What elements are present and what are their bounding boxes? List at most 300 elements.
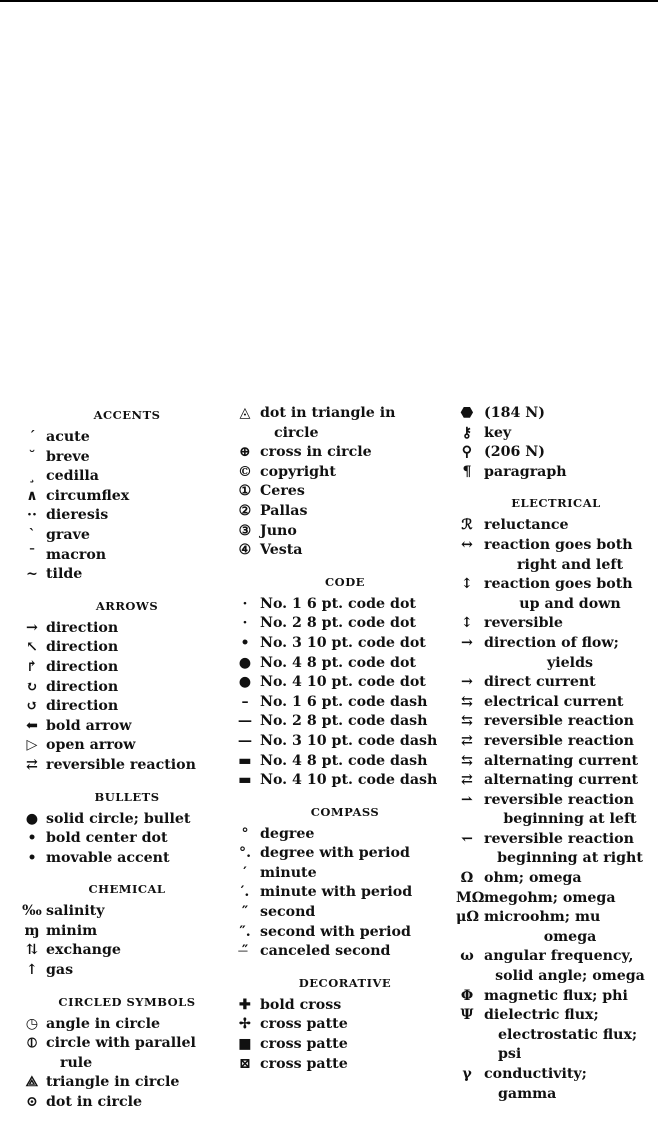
symbol-glyph-icon: ~	[26, 566, 38, 583]
symbol-glyph-icon: ··	[27, 507, 37, 524]
symbol-description	[484, 830, 656, 869]
symbol-description	[260, 693, 454, 713]
symbol-entry	[456, 443, 656, 463]
symbol-label: cross patte	[260, 1055, 348, 1072]
symbol-glyph-icon: –	[241, 693, 249, 710]
section-heading: ARROWS	[95, 598, 159, 613]
symbol-description	[484, 771, 656, 791]
symbol-description	[46, 467, 232, 487]
symbol-glyph-icon: ↑	[26, 962, 38, 979]
symbol-description	[260, 463, 454, 483]
section-heading: CODE	[325, 574, 365, 589]
symbol-glyph-icon: ↔	[461, 536, 473, 553]
symbol-entry	[456, 1065, 656, 1104]
symbol-label: minute	[260, 864, 317, 881]
symbol-glyph-icon: →	[461, 674, 473, 691]
symbol-description	[46, 487, 232, 507]
symbol-glyph-icon: ℛ	[461, 517, 473, 534]
symbol-entry	[22, 829, 232, 849]
symbol-description	[46, 697, 232, 717]
symbol-label: reversible	[484, 615, 563, 632]
symbol-entry	[236, 752, 454, 772]
symbol-label: gas	[46, 962, 74, 979]
symbol-description	[484, 443, 656, 463]
symbol-label: minute with period	[260, 884, 413, 901]
symbol-description	[484, 404, 656, 424]
symbol-glyph-icon: ′.	[240, 884, 250, 901]
symbol-label: minim	[46, 922, 98, 939]
symbol-label: reversible reaction	[46, 756, 196, 773]
symbol-glyph-icon: ↕	[461, 615, 473, 632]
symbol-description	[260, 614, 454, 634]
symbol-entry	[236, 693, 454, 713]
symbol-entry	[236, 1035, 454, 1055]
symbol-entry	[22, 526, 232, 546]
symbol-label: alternating current	[484, 752, 639, 769]
symbol-glyph-icon: μΩ	[456, 909, 480, 926]
symbol-label: conductivity;	[484, 1066, 587, 1082]
symbol-label: direction	[46, 698, 119, 715]
symbol-entry	[22, 697, 232, 717]
symbol-label: cross patte	[260, 1016, 348, 1033]
symbol-description	[484, 712, 656, 732]
symbol-entry	[22, 941, 232, 961]
symbol-label: direction	[46, 619, 119, 636]
symbol-description	[484, 614, 656, 634]
symbol-description	[46, 506, 232, 526]
symbol-glyph-icon: Φ	[460, 987, 474, 1004]
symbol-description	[46, 810, 232, 830]
symbol-label: key	[484, 424, 512, 441]
symbol-description	[260, 1015, 454, 1035]
symbol-entry	[236, 482, 454, 502]
symbol-entry	[456, 791, 656, 830]
symbol-description	[260, 482, 454, 502]
symbol-glyph-icon: ¸	[28, 468, 36, 485]
symbol-entry	[22, 1093, 232, 1113]
symbol-entry	[22, 1073, 232, 1093]
symbol-label: No. 2 8 pt. code dot	[260, 615, 416, 632]
symbol-entry	[236, 942, 454, 962]
symbol-entry	[22, 736, 232, 756]
symbol-glyph-icon: Ψ	[460, 1007, 474, 1024]
symbol-entry	[22, 487, 232, 507]
symbol-description	[484, 732, 656, 752]
symbol-description	[260, 443, 454, 463]
symbol-label: dot in circle	[46, 1094, 143, 1111]
symbol-label: copyright	[260, 463, 336, 480]
symbol-description	[484, 947, 656, 986]
symbol-entry	[236, 903, 454, 923]
symbol-description	[484, 693, 656, 713]
symbol-label: No. 1 6 pt. code dash	[260, 693, 428, 710]
symbol-description	[260, 1055, 454, 1075]
symbol-label: No. 2 8 pt. code dash	[260, 713, 428, 730]
symbol-description	[260, 595, 454, 615]
symbol-label: dot in triangle in	[260, 405, 396, 421]
symbol-label-continuation: beginning at right	[497, 850, 643, 867]
symbol-label: paragraph	[484, 463, 567, 480]
symbol-entry	[22, 448, 232, 468]
symbol-label: bold arrow	[46, 717, 132, 734]
symbol-description	[260, 732, 454, 752]
symbol-glyph-icon: ⬣	[460, 405, 474, 421]
symbol-description	[484, 791, 656, 830]
symbol-label: angle in circle	[46, 1015, 160, 1032]
symbol-description	[46, 736, 232, 756]
symbol-label: dielectric flux;	[484, 1007, 599, 1024]
symbol-glyph-icon: ″.	[239, 923, 251, 940]
symbol-label: exchange	[46, 942, 121, 959]
symbol-entry	[236, 996, 454, 1016]
symbol-entry	[456, 575, 656, 614]
symbol-entry	[456, 830, 656, 869]
symbol-glyph-icon: ▬	[238, 772, 252, 789]
symbol-entry	[236, 614, 454, 634]
symbol-label: No. 4 8 pt. code dash	[260, 752, 428, 769]
symbol-label: grave	[46, 526, 90, 543]
symbol-label: reaction goes both	[484, 576, 633, 593]
symbol-label: (206 N)	[484, 444, 545, 461]
symbol-label: salinity	[46, 903, 105, 920]
symbol-glyph-icon: ▬	[238, 752, 252, 769]
symbol-entry	[456, 673, 656, 693]
symbol-glyph-icon: ⇄	[26, 756, 38, 773]
symbol-glyph-icon: ②	[238, 502, 252, 519]
symbol-entry	[456, 752, 656, 772]
symbol-description	[260, 923, 454, 943]
symbol-entry	[236, 825, 454, 845]
symbol-label: reluctance	[484, 517, 569, 534]
symbol-description	[46, 902, 232, 922]
symbol-entry	[456, 634, 656, 673]
symbol-glyph-icon: ④	[238, 542, 252, 559]
symbol-glyph-icon: ″̶	[241, 943, 249, 960]
symbol-entry	[236, 923, 454, 943]
symbol-glyph-icon: →	[461, 634, 473, 651]
symbol-label: megohm; omega	[484, 889, 616, 906]
symbol-glyph-icon: ⦶	[26, 1035, 38, 1052]
symbol-entry	[22, 546, 232, 566]
symbol-entry	[456, 463, 656, 483]
symbol-description	[484, 1006, 656, 1065]
symbol-entry	[236, 883, 454, 903]
symbol-glyph-icon: •	[27, 830, 37, 847]
symbol-label: direction	[46, 658, 119, 675]
symbol-glyph-icon: ⇅	[26, 942, 38, 959]
symbol-glyph-icon: ⊙	[26, 1094, 38, 1111]
symbol-description	[260, 864, 454, 884]
symbol-description	[46, 941, 232, 961]
symbol-entry	[456, 889, 656, 909]
symbol-description	[484, 869, 656, 889]
symbol-description	[484, 987, 656, 1007]
symbol-entry	[22, 756, 232, 776]
symbol-label: Ceres	[260, 483, 305, 500]
symbol-label: reversible reaction	[484, 830, 634, 847]
symbol-label: movable accent	[46, 849, 170, 866]
symbol-glyph-icon: ·	[242, 595, 248, 612]
symbol-entry	[22, 902, 232, 922]
symbol-label: degree	[260, 825, 315, 842]
symbol-entry	[22, 922, 232, 942]
symbol-label-continuation: electrostatic flux;	[498, 1026, 638, 1043]
symbol-entry	[22, 678, 232, 698]
symbol-label: No. 4 10 pt. code dash	[260, 772, 438, 789]
symbol-label-continuation: yields	[547, 654, 593, 671]
symbol-label: reversible reaction	[484, 713, 634, 730]
symbol-description	[260, 1035, 454, 1055]
symbol-label: acute	[46, 429, 90, 445]
symbol-label: No. 4 8 pt. code dot	[260, 654, 416, 671]
symbol-description	[46, 961, 232, 981]
symbol-glyph-icon: —	[237, 713, 253, 730]
symbol-label: cross patte	[260, 1036, 348, 1053]
symbol-entry	[456, 712, 656, 732]
symbol-entry	[236, 771, 454, 791]
symbol-label: microohm; mu	[484, 909, 601, 926]
symbol-glyph-icon: ●	[238, 654, 252, 671]
symbol-label: cross in circle	[260, 444, 372, 461]
symbol-glyph-icon: ˘	[28, 448, 36, 465]
symbol-label: reaction goes both	[484, 536, 633, 553]
symbol-description	[46, 658, 232, 678]
symbol-glyph-icon: ■	[238, 1036, 252, 1053]
section-heading: ACCENTS	[93, 408, 161, 422]
symbol-description	[46, 1034, 232, 1073]
symbol-entry	[236, 844, 454, 864]
symbol-glyph-icon: ▷	[26, 737, 38, 754]
symbol-label: cedilla	[46, 468, 99, 485]
symbol-description	[46, 526, 232, 546]
symbol-label: second	[260, 904, 316, 921]
symbol-entry	[236, 595, 454, 615]
symbol-entry	[236, 634, 454, 654]
symbol-glyph-icon: ③	[238, 522, 252, 539]
symbol-entry	[22, 1034, 232, 1073]
section-heading: BULLETS	[94, 789, 160, 804]
symbol-entry	[456, 771, 656, 791]
symbol-entry	[22, 961, 232, 981]
symbol-description	[46, 849, 232, 869]
symbol-description	[260, 942, 454, 962]
symbol-label: direction	[46, 678, 119, 695]
symbol-label: direction of flow;	[484, 634, 619, 651]
symbol-entry	[236, 864, 454, 884]
symbol-description	[260, 844, 454, 864]
symbol-entry	[236, 1055, 454, 1075]
symbol-entry	[236, 732, 454, 752]
symbol-entry	[236, 443, 454, 463]
symbol-description	[46, 1093, 232, 1113]
symbol-label: tilde	[46, 566, 83, 583]
section-heading: COMPASS	[310, 804, 380, 819]
symbol-glyph-icon: ◬	[239, 405, 251, 421]
symbol-entry	[22, 717, 232, 737]
symbol-description	[46, 619, 232, 639]
symbol-label: circle with parallel	[46, 1035, 196, 1052]
symbol-entry	[22, 658, 232, 678]
symbol-label: canceled second	[260, 943, 391, 960]
symbol-glyph-icon: ˋ	[28, 526, 36, 543]
symbol-description	[484, 673, 656, 693]
symbol-glyph-icon: ′	[243, 864, 247, 881]
symbol-label: breve	[46, 448, 90, 465]
symbol-glyph-icon: ω	[460, 948, 474, 965]
symbol-description	[46, 717, 232, 737]
symbol-label-continuation: up and down	[519, 595, 621, 612]
symbol-description	[46, 1015, 232, 1035]
symbol-glyph-icon: ↕	[461, 576, 473, 593]
symbol-glyph-icon: ⇄	[461, 772, 473, 789]
symbol-label: No. 3 10 pt. code dot	[260, 634, 426, 651]
symbol-description	[484, 1065, 656, 1104]
symbol-entry	[22, 638, 232, 658]
symbol-label: electrical current	[484, 693, 624, 710]
symbol-label: second with period	[260, 923, 411, 940]
symbol-glyph-icon: ɱ	[24, 922, 40, 939]
symbol-column-1	[22, 404, 232, 1113]
symbol-glyph-icon: ↻	[26, 678, 38, 695]
symbol-entry	[22, 428, 232, 448]
symbol-glyph-icon: •	[27, 849, 37, 866]
symbol-glyph-icon: ·	[242, 615, 248, 632]
symbol-entry	[456, 987, 656, 1007]
symbol-description	[484, 424, 656, 444]
symbol-glyph-icon: ∧	[26, 487, 38, 504]
symbol-description	[46, 756, 232, 776]
symbol-entry	[456, 536, 656, 575]
symbol-description	[46, 922, 232, 942]
symbol-description	[260, 712, 454, 732]
symbol-glyph-icon: γ	[462, 1066, 472, 1082]
symbol-glyph-icon: ●	[25, 810, 39, 827]
symbol-description	[260, 673, 454, 693]
symbol-glyph-icon: ●	[238, 674, 252, 691]
symbol-label: degree with period	[260, 845, 410, 862]
symbol-entry	[22, 849, 232, 869]
symbol-glyph-icon: Ω	[460, 870, 474, 887]
symbol-glyph-icon: °	[241, 825, 249, 842]
symbol-description	[484, 634, 656, 673]
symbol-description	[46, 448, 232, 468]
symbol-entry	[456, 947, 656, 986]
symbol-column-2	[236, 404, 454, 1074]
symbol-entry	[456, 693, 656, 713]
symbol-glyph-icon: •	[240, 634, 250, 651]
symbol-entry	[22, 810, 232, 830]
symbol-description	[484, 575, 656, 614]
symbol-description	[46, 678, 232, 698]
symbol-entry	[456, 869, 656, 889]
symbol-glyph-icon: ⇆	[461, 713, 473, 730]
symbol-glyph-icon: ⊕	[239, 444, 251, 461]
symbol-entry	[456, 908, 656, 947]
top-rule	[0, 0, 658, 2]
symbol-label-continuation: psi	[498, 1046, 522, 1063]
symbol-description	[260, 522, 454, 542]
symbol-entry	[236, 712, 454, 732]
symbol-glyph-icon: ¯	[28, 546, 36, 563]
symbol-description	[46, 1073, 232, 1093]
symbol-label: No. 3 10 pt. code dash	[260, 732, 438, 749]
symbol-description	[484, 516, 656, 536]
symbol-glyph-icon: ⇆	[461, 752, 473, 769]
symbol-glyph-icon: ⚲	[461, 444, 473, 461]
symbol-label-continuation: circle	[274, 424, 319, 441]
symbol-glyph-icon: ↽	[461, 830, 473, 847]
symbol-description	[260, 404, 454, 443]
symbol-entry	[236, 404, 454, 443]
section-heading: CIRCLED SYMBOLS	[58, 994, 196, 1009]
symbol-glyph-icon: ⊠	[239, 1055, 251, 1072]
symbol-glyph-icon: °.	[238, 845, 252, 862]
symbol-entry	[236, 1015, 454, 1035]
symbol-description	[46, 829, 232, 849]
symbol-label-continuation: solid angle; omega	[495, 968, 645, 985]
symbol-label: Pallas	[260, 502, 308, 519]
symbol-glyph-icon: ˊ	[28, 429, 36, 445]
symbol-entry	[456, 424, 656, 444]
symbol-glyph-icon: ✢	[239, 1016, 251, 1033]
symbol-entry	[236, 463, 454, 483]
symbol-label: solid circle; bullet	[46, 810, 191, 827]
symbol-label: angular frequency,	[484, 948, 634, 965]
section-heading: ELECTRICAL	[511, 496, 601, 511]
symbol-glyph-icon: ⬅	[26, 717, 38, 734]
symbol-description	[260, 996, 454, 1016]
symbol-label: circumflex	[46, 487, 130, 504]
symbol-glyph-icon: ↺	[26, 698, 38, 715]
symbol-glyph-icon: →	[26, 619, 38, 636]
symbol-glyph-icon: ①	[238, 483, 252, 500]
symbol-label-continuation: gamma	[498, 1085, 557, 1102]
symbol-glyph-icon: ‰	[22, 903, 42, 920]
symbol-description	[46, 546, 232, 566]
symbol-description	[46, 565, 232, 585]
symbol-label: (184 N)	[484, 405, 545, 421]
symbol-label: open arrow	[46, 737, 136, 754]
symbol-glyph-icon: ✚	[239, 996, 251, 1013]
symbol-glyph-icon: ↖	[26, 639, 38, 656]
symbol-description	[260, 752, 454, 772]
symbol-label: bold cross	[260, 996, 342, 1013]
symbol-description	[484, 463, 656, 483]
symbol-label: No. 4 10 pt. code dot	[260, 674, 426, 691]
symbol-description	[260, 502, 454, 522]
symbol-label: Juno	[260, 522, 297, 539]
symbol-entry	[456, 732, 656, 752]
symbol-entry	[22, 1015, 232, 1035]
symbol-description	[484, 752, 656, 772]
symbol-description	[260, 903, 454, 923]
symbol-description	[260, 825, 454, 845]
symbol-description	[484, 889, 656, 909]
symbol-entry	[456, 516, 656, 536]
symbol-label-continuation: rule	[60, 1054, 93, 1071]
symbol-label: triangle in circle	[46, 1074, 180, 1091]
symbol-label: macron	[46, 546, 107, 563]
symbol-glyph-icon: ⇀	[461, 791, 473, 808]
symbol-glyph-icon: ↱	[26, 658, 38, 675]
symbol-entry	[22, 506, 232, 526]
symbol-entry	[22, 565, 232, 585]
symbol-glyph-icon: ◷	[25, 1015, 39, 1032]
symbol-entry	[236, 541, 454, 561]
symbol-label: bold center dot	[46, 830, 168, 847]
symbol-description	[260, 541, 454, 561]
symbol-label-continuation: beginning at left	[503, 811, 637, 828]
